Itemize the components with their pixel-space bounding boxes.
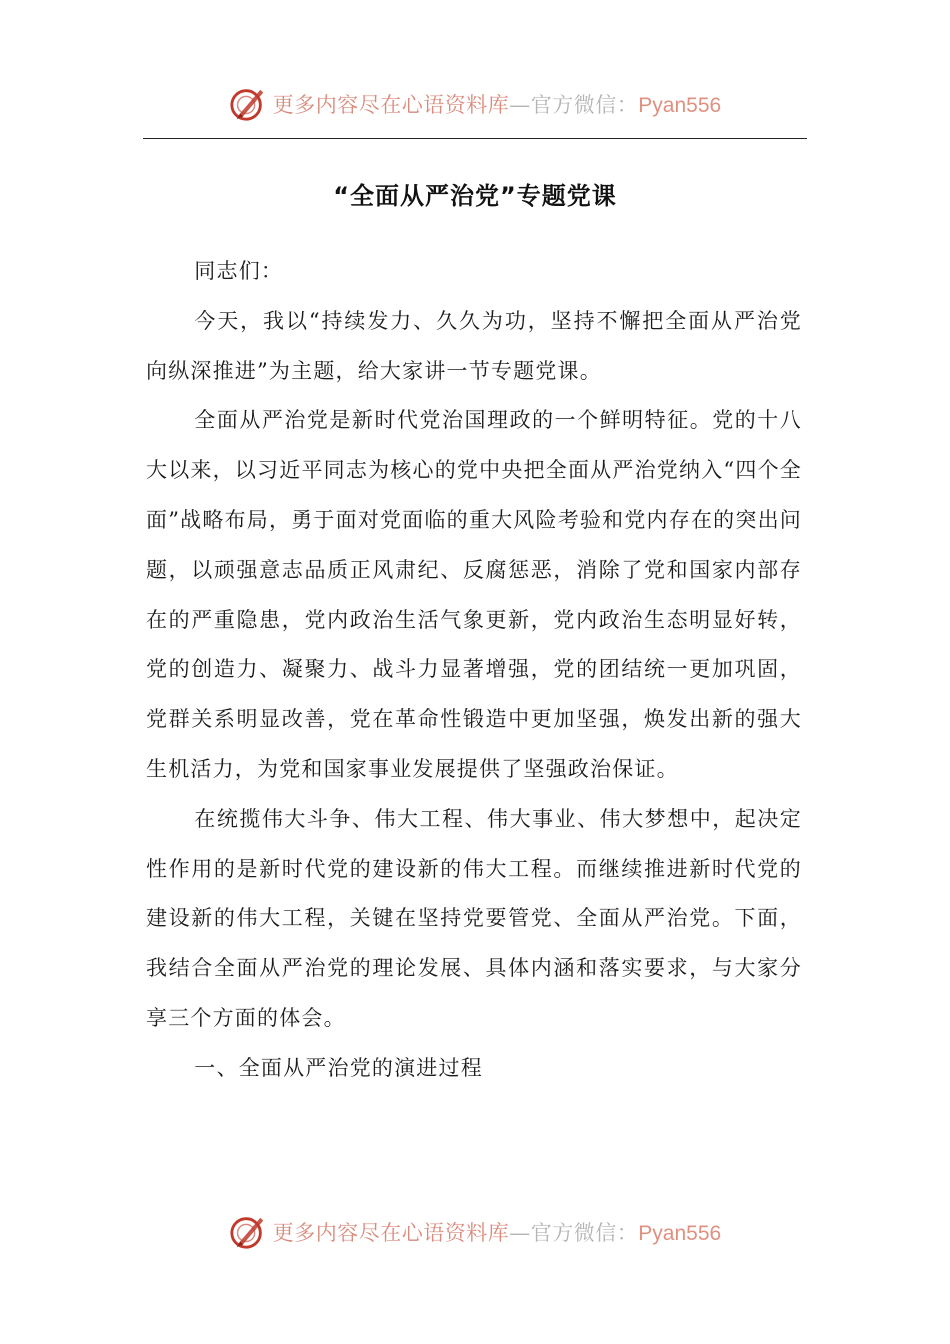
paragraph: 在统揽伟大斗争、伟大工程、伟大事业、伟大梦想中，起决定性作用的是新时代党的建设新的伟大工程。而继续推进新时代党的建设新的伟大工程，关键在坚持党要管党、全面从严治党。下面，我结合全面从严治党的理论发展、具体内涵和落实要求，与大家分享三个方面的体会。 [146, 806, 802, 1030]
watermark-text: 更多内容尽在心语资料库—官方微信：Pyan556 [272, 93, 722, 117]
section-heading: 一、全面从严治党的演进过程 [194, 1055, 483, 1080]
quill-logo-icon [229, 1213, 267, 1251]
paragraph: 今天，我以“持续发力、久久为功，坚持不懈把全面从严治党向纵深推进”为主题，给大家讲一节专题党课。 [146, 308, 802, 383]
quill-logo-icon [229, 85, 267, 123]
watermark-text: 更多内容尽在心语资料库—官方微信：Pyan556 [272, 1221, 722, 1245]
document-title: “全面从严治党”专题党课 [333, 182, 617, 210]
header-watermark [0, 82, 950, 126]
salutation: 同志们： [194, 259, 284, 283]
footer-watermark [0, 1210, 950, 1254]
paragraph: 全面从严治党是新时代党治国理政的一个鲜明特征。党的十八大以来，以习近平同志为核心的党中央把全面从严治党纳入“四个全面”战略布局，勇于面对党面临的重大风险考验和党内存在的突出问题，以顽强意志品质正风肃纪、反腐惩恶，消除了党和国家内部存在的严重隐患，党内政治生活气象更新，党内政治生态明显好转，党的创造力、凝聚力、战斗力显著增强，党的团结统一更加巩固，党群关系明显改善，党在革命性锻造中更加坚强，焕发出新的强大生机活力，为党和国家事业发展提供了坚强政治保证。 [146, 408, 802, 781]
document-body [146, 247, 802, 1094]
header-rule [143, 138, 807, 139]
